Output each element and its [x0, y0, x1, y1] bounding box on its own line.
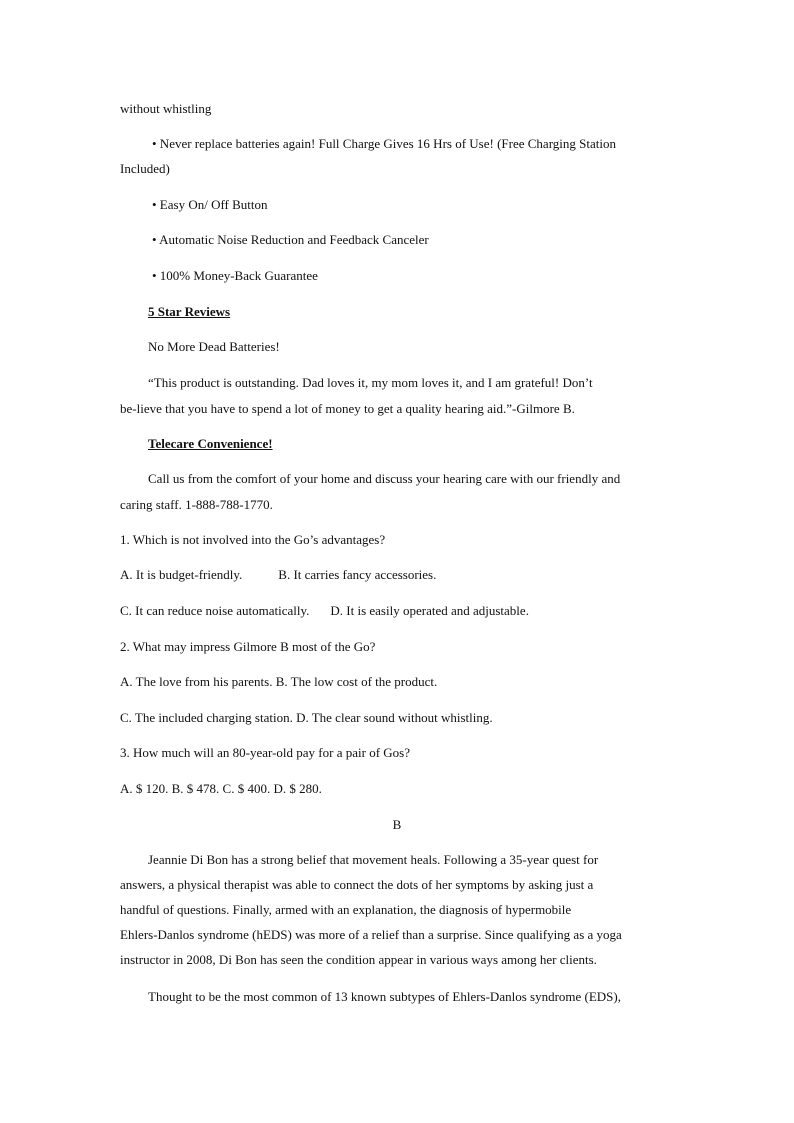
- answer-options: C. The included charging station. D. The clear sound without whistling.: [120, 710, 493, 725]
- paragraph-line: instructor in 2008, Di Bon has seen the condition appear in various ways among her clients.: [120, 952, 597, 967]
- section-label: B: [392, 817, 402, 832]
- bullet-item: • Never replace batteries again! Full Charge Gives 16 Hrs of Use! (Free Charging Station: [152, 136, 616, 151]
- question: 1. Which is not involved into the Go’s advantages?: [120, 532, 386, 547]
- paragraph-line: Jeannie Di Bon has a strong belief that movement heals. Following a 35-year quest for: [148, 852, 599, 867]
- text-line: No More Dead Batteries!: [148, 339, 280, 354]
- text-line: without whistling: [120, 101, 212, 116]
- paragraph-line: Thought to be the most common of 13 known subtypes of Ehlers-Danlos syndrome (EDS),: [148, 989, 621, 1004]
- text-line: caring staff. 1-888-788-1770.: [120, 497, 273, 512]
- option-c: C. It can reduce noise automatically.: [120, 603, 310, 618]
- quote-line: be-lieve that you have to spend a lot of money to get a quality hearing aid.”-Gilmore B.: [120, 401, 575, 416]
- answer-options: A. The love from his parents. B. The low cost of the product.: [120, 674, 438, 689]
- text-line: Included): [120, 161, 170, 176]
- section-heading: Telecare Convenience!: [148, 436, 273, 451]
- question: 3. How much will an 80-year-old pay for a pair of Gos?: [120, 745, 410, 760]
- answer-options: [120, 603, 529, 619]
- answer-options: A. $ 120. B. $ 478. C. $ 400. D. $ 280.: [120, 781, 322, 796]
- paragraph-line: handful of questions. Finally, armed with an explanation, the diagnosis of hypermobile: [120, 902, 572, 917]
- paragraph-line: Ehlers-Danlos syndrome (hEDS) was more of a relief than a surprise. Since qualifying as a yoga: [120, 927, 622, 942]
- paragraph-line: answers, a physical therapist was able to connect the dots of her symptoms by asking just a: [120, 877, 594, 892]
- answer-options: [120, 567, 436, 583]
- bullet-item: • 100% Money-Back Guarantee: [152, 268, 318, 283]
- bullet-item: • Automatic Noise Reduction and Feedback Canceler: [152, 232, 429, 247]
- quote-line: “This product is outstanding. Dad loves it, my mom loves it, and I am grateful! Don’t: [148, 375, 593, 390]
- option-a: A. It is budget-friendly.: [120, 567, 243, 582]
- text-line: Call us from the comfort of your home and discuss your hearing care with our friendly and: [148, 471, 621, 486]
- question: 2. What may impress Gilmore B most of the Go?: [120, 639, 376, 654]
- option-b: B. It carries fancy accessories.: [278, 567, 437, 582]
- bullet-item: • Easy On/ Off Button: [152, 197, 268, 212]
- option-d: D. It is easily operated and adjustable.: [330, 603, 529, 618]
- section-heading: 5 Star Reviews: [148, 304, 231, 319]
